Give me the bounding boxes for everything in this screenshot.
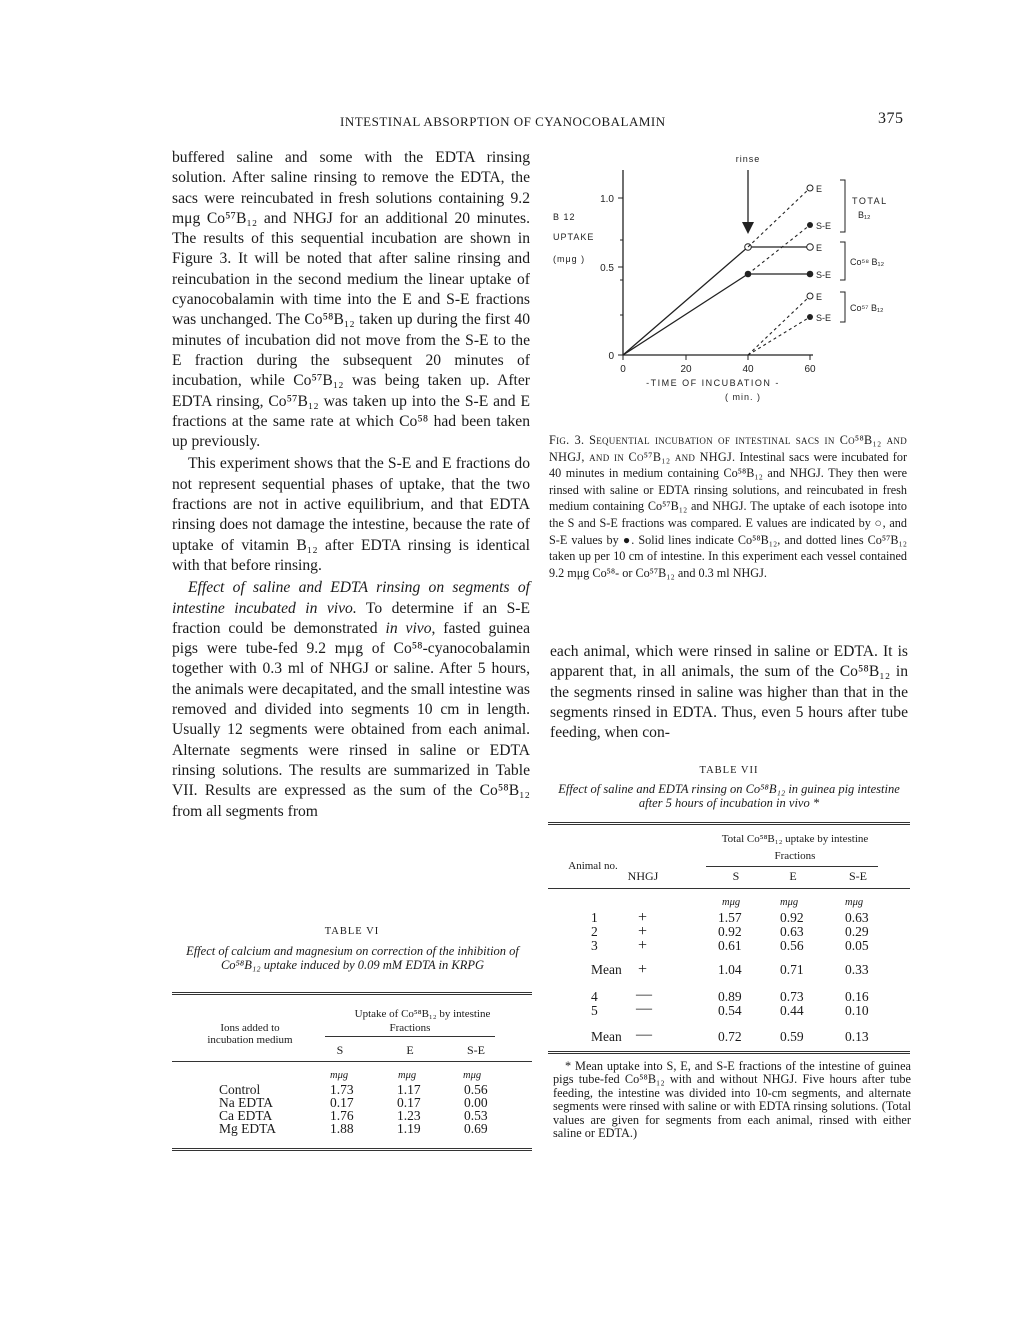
table-6-span-rule <box>325 1036 495 1037</box>
table-7-unit: mμg <box>780 897 799 908</box>
cell-s: 0.89 <box>718 989 742 1004</box>
cell-s: 1.88 <box>330 1121 354 1136</box>
point-label: E <box>816 292 823 302</box>
table-6-col-s: S <box>336 1043 344 1057</box>
nhgj-sign: + <box>638 923 648 940</box>
y-label-line: B 12 <box>553 212 576 222</box>
table-6-bottom-rule <box>172 1148 532 1151</box>
table-6-caption: Effect of calcium and magnesium on correction of the inhibition of Co⁵⁸B₁₂ uptake induced by 0.09 mM EDTA in KRPG <box>186 944 519 972</box>
table-7-col-s: S <box>732 869 740 883</box>
section-heading: Effect of saline and EDTA rinsing on segments of intestine incubated in vivo. <box>172 579 530 617</box>
cell-e: 1.19 <box>397 1121 421 1136</box>
cell-e: 1.23 <box>397 1108 421 1123</box>
table-6-col-se: S-E <box>467 1043 485 1057</box>
co58-se-line <box>623 274 810 355</box>
nhgj-sign: — <box>636 1026 652 1043</box>
table-7-footnote: * Mean uptake into S, E, and S-E fractions of the intestine of guinea pigs tube-fed Co⁵⁸B₁₂ with and without NHGJ. Five hours after tube feeding, the intestine was divided into 10-cm segments, and alternate segments were rinsed with saline or with EDTA rinsing solutions. (Total values are given for segments from each animal, rinsed with either saline or EDTA.) <box>553 1059 911 1141</box>
x-tick-label: 60 <box>804 364 816 375</box>
cell-e: 0.17 <box>397 1095 421 1110</box>
y-label-line: UPTAKE <box>553 232 595 242</box>
cell-s: 0.61 <box>718 938 742 953</box>
row-label: Ca EDTA <box>219 1108 273 1123</box>
cell-e: 0.63 <box>780 924 804 939</box>
cell-s: 1.76 <box>330 1108 354 1123</box>
cell-s: 0.17 <box>330 1095 354 1110</box>
table-7-bottom-rule <box>548 1051 910 1054</box>
page-header <box>0 110 1020 132</box>
table-6-top-rule <box>172 992 532 995</box>
animal-no: 3 <box>591 938 598 953</box>
cell-e: 1.17 <box>397 1082 421 1097</box>
mean-label: Mean <box>591 1029 622 1044</box>
point-label: E <box>816 184 823 194</box>
table-7-subspan-header: Fractions <box>774 850 816 862</box>
cell-s: 0.72 <box>718 1029 742 1044</box>
point-label: S-E <box>816 270 832 280</box>
table-7-unit: mμg <box>845 897 864 908</box>
total-se-point <box>807 222 813 228</box>
animal-no: 1 <box>591 910 598 925</box>
cell-se: 0.05 <box>845 938 869 953</box>
rinse-arrow-head <box>742 222 754 234</box>
y-tick-label: 0 <box>608 351 614 362</box>
table-7-col-se: S-E <box>849 869 867 883</box>
paragraph: Effect of saline and EDTA rinsing on segments of intestine incubated in vivo. To determine if an S-E fraction could be demonstrated in vivo, fasted guinea pigs were tube-fed 9.2 mμg of Co⁵⁸-cyanocobalamin together with 0.3 ml of NHGJ or saline. After 5 hours, the animals were decapitated, and the small intestine was removed and divided into segments 10 cm in length. Usually 12 segments were obtained from each animal. Alternate segments were rinsed in saline or EDTA rinsing solutions. The results are summarized in Table VII. Results are expressed as the sum of the Co⁵⁸B₁₂ from all segments from <box>172 579 531 820</box>
cell-se: 0.29 <box>845 924 869 939</box>
table-7-header-rule <box>548 888 910 889</box>
paragraph: This experiment shows that the S-E and E fractions do not represent sequential phases of uptake, that the two fractions are not in active equilibrium, and that EDTA rinsing does not damage the intestine, because the rate of uptake of vitamin B₁₂ after EDTA rinsing is identical with that before rinsing. <box>172 455 530 574</box>
animal-no: 2 <box>591 924 598 939</box>
bracket-co57 <box>840 292 845 322</box>
caption-label: Fig. 3. <box>549 433 585 447</box>
table-7-caption: Effect of saline and EDTA rinsing on Co⁵⁸B₁₂ in guinea pig intestine after 5 hours of incubation in vivo * <box>558 782 900 810</box>
cell-e: 0.44 <box>780 1003 804 1018</box>
co58-se-point <box>807 271 814 278</box>
cell-se: 0.16 <box>845 989 869 1004</box>
y-tick-label: 0.5 <box>600 263 614 274</box>
table-7-col-animal: Animal no. <box>568 860 618 872</box>
table-6-unit: mμg <box>330 1070 349 1081</box>
nhgj-sign: + <box>638 909 648 926</box>
total-se-line <box>748 225 810 274</box>
bracket-co58 <box>840 242 845 280</box>
nhgj-sign: — <box>636 1000 652 1017</box>
bracket-total <box>840 180 845 232</box>
table-7-span-rule <box>706 866 878 867</box>
co58-e-line <box>623 247 810 355</box>
table-7-span-header: Total Co⁵⁸B₁₂ uptake by intestine <box>721 833 869 845</box>
y-tick-label: 1.0 <box>600 194 614 205</box>
cell-se: 0.33 <box>845 962 869 977</box>
group-label: Co⁵⁷ B₁₂ <box>850 303 884 313</box>
x-axis-label: -TIME OF INCUBATION - <box>646 378 780 388</box>
figure-3-plot <box>548 150 918 410</box>
group-label: B₁₂ <box>858 210 871 220</box>
table-6-title: TABLE VI <box>324 926 380 937</box>
nhgj-sign: + <box>638 961 648 978</box>
mean-label: Mean <box>591 962 622 977</box>
x-axis-unit: ( min. ) <box>725 392 761 402</box>
x-tick-label: 40 <box>742 364 754 375</box>
total-e-point <box>807 185 813 191</box>
row-label: Na EDTA <box>219 1095 274 1110</box>
cell-e: 0.71 <box>780 962 804 977</box>
y-label-line: (mμg ) <box>553 254 586 264</box>
total-e-line <box>748 188 810 247</box>
group-label: TOTAL <box>852 196 888 206</box>
cell-e: 0.73 <box>780 989 804 1004</box>
cell-s: 1.04 <box>718 962 742 977</box>
cell-se: 0.00 <box>464 1095 488 1110</box>
nhgj-sign: — <box>636 986 652 1003</box>
table-6-unit: mμg <box>463 1070 482 1081</box>
figure-3 <box>548 150 918 410</box>
left-column-text <box>172 148 530 822</box>
right-column-text <box>550 642 908 743</box>
co58-e-point <box>807 244 814 251</box>
table-7-col-e: E <box>789 869 797 883</box>
table-7-col-nhgj: NHGJ <box>627 869 659 883</box>
cell-se: 0.63 <box>845 910 869 925</box>
table-7-unit: mμg <box>722 897 741 908</box>
point-label: E <box>816 243 823 253</box>
table-6-subspan-header: Fractions <box>389 1022 431 1034</box>
co57-se-line <box>748 317 810 355</box>
point-label: S-E <box>816 313 832 323</box>
cell-e: 0.59 <box>780 1029 804 1044</box>
cell-s: 1.73 <box>330 1082 354 1097</box>
figure-3-caption <box>549 432 907 581</box>
animal-no: 4 <box>591 989 598 1004</box>
page-number: 375 <box>878 110 904 127</box>
co57-e-point <box>807 293 813 299</box>
table-6-header-rule <box>172 1061 532 1062</box>
paragraph: each animal, which were rinsed in saline or EDTA. It is apparent that, in all animals, the sum of the Co⁵⁸B₁₂ in the segments rinsed in saline was higher than that in the segments rinsed in EDTA. Thus, even 5 hours after tube feeding, when con- <box>550 643 908 742</box>
row-label: Mg EDTA <box>219 1121 277 1136</box>
co57-e-line <box>748 296 810 355</box>
table-6-col-e: E <box>406 1043 414 1057</box>
running-head: INTESTINAL ABSORPTION OF CYANOCOBALAMIN <box>340 114 666 129</box>
paragraph: buffered saline and some with the EDTA rinsing solution. After saline rinsing to remove the EDTA, the sacs were reincubated in fresh solutions containing 9.2 mμg Co⁵⁷B₁₂ and NHGJ for an additional 20 minutes. The results of this sequential incubation are shown in Figure 3. It will be noted that after saline rinsing and reincubation in the second medium the linear uptake of cyanocobalamin with time into the E and S-E fractions was unchanged. The Co⁵⁸B₁₂ taken up during the first 40 minutes of incubation did not move from the S-E to the E fraction during the subsequent 20 minutes of incubation, while Co⁵⁷B₁₂ was being taken up. After EDTA rinsing, Co⁵⁷B₁₂ was taken up into the S-E and E fractions at the same rate at which Co⁵⁸ had been taken up previously. <box>172 149 530 451</box>
caption-body: Intestinal sacs were incubated for 40 minutes in medium containing Co⁵⁸B₁₂ and NHGJ. They then were rinsed with saline or EDTA rinsing solutions, and reincubated in fresh medium containing Co⁵⁷B₁₂ and NHGJ. The uptake of each isotope into the S and S-E fractions was compared. E values are indicated by ○, and S-E values by ●. Solid lines indicate Co⁵⁸B₁₂, and dotted lines Co⁵⁷B₁₂ taken up per 10 cm of intestine. In this experiment each vessel contained 9.2 mμg Co⁵⁸- or Co⁵⁷B₁₂ and 0.3 ml NHGJ. <box>549 449 907 580</box>
cell-se: 0.69 <box>464 1121 488 1136</box>
table-7-title: TABLE VII <box>699 765 759 776</box>
table-6-stub-header: Ions added to incubation medium <box>207 1022 293 1046</box>
point-label: S-E <box>816 221 832 231</box>
rinse-label: rinse <box>735 154 761 164</box>
cell-s: 0.54 <box>718 1003 742 1018</box>
table-7-top-rule <box>548 822 910 825</box>
cell-se: 0.13 <box>845 1029 869 1044</box>
cell-se: 0.53 <box>464 1108 488 1123</box>
co57-se-point <box>807 314 813 320</box>
x-tick-label: 20 <box>680 364 692 375</box>
caption-title: Sequential incubation of intestinal sacs in Co⁵⁸B₁₂ and NHGJ, and in Co⁵⁷B₁₂ and NHGJ. <box>549 433 908 464</box>
x-tick-label: 0 <box>620 364 626 375</box>
row-label: Control <box>219 1082 261 1097</box>
cell-se: 0.56 <box>464 1082 488 1097</box>
cell-e: 0.92 <box>780 910 804 925</box>
cell-s: 1.57 <box>718 910 742 925</box>
animal-no: 5 <box>591 1003 598 1018</box>
cell-s: 0.92 <box>718 924 742 939</box>
cell-e: 0.56 <box>780 938 804 953</box>
cell-se: 0.10 <box>845 1003 869 1018</box>
nhgj-sign: + <box>638 937 648 954</box>
table-6-span-header: Uptake of Co⁵⁸B₁₂ by intestine <box>354 1008 491 1020</box>
table-6-unit: mμg <box>398 1070 417 1081</box>
group-label: Co⁵⁸ B₁₂ <box>850 257 885 267</box>
